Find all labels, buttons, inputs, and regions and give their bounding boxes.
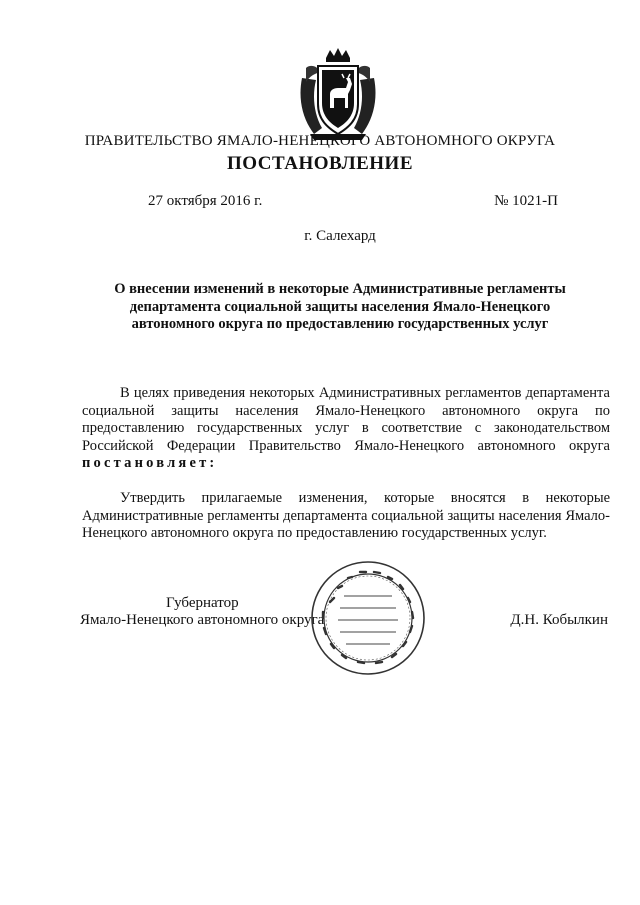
- signatory-title: Губернатор: [166, 595, 239, 611]
- document-subject: О внесении изменений в некоторые Административные регламенты департамента социальной защиты населения Ямало-Ненецкого автономного округа по предоставлению государственных услуг: [114, 281, 566, 332]
- body-paragraph-1: [82, 385, 610, 473]
- body-paragraph-2: Утвердить прилагаемые изменения, которые вносятся в некоторые Административные регламенты департамента социальной защиты населения Ямало-Ненецкого автономного округа по предоставлению государственных услуг.: [82, 490, 610, 541]
- document-number: № 1021-П: [494, 193, 558, 209]
- document-type: ПОСТАНОВЛЕНИЕ: [226, 153, 414, 174]
- document-date: 27 октября 2016 г.: [148, 193, 263, 209]
- paragraph-1-text: В целях приведения некоторых Административных регламентов департамента социальной защиты населения Ямало-Ненецкого автономного округа по предоставлению государственных услуг в соответствие с законодательством Российской Федерации Правительство Ямало-Ненецкого автономного округа: [82, 385, 610, 454]
- official-stamp-icon: [308, 558, 428, 678]
- signatory-name: Д.Н. Кобылкин: [510, 612, 608, 628]
- paragraph-1-emphasis: постановляет:: [82, 455, 218, 471]
- government-name: ПРАВИТЕЛЬСТВО ЯМАЛО-НЕНЕЦКОГО АВТОНОМНОГО ОКРУГА: [84, 133, 556, 149]
- signatory-region: Ямало-Ненецкого автономного округа: [80, 612, 325, 628]
- coat-of-arms-icon: [296, 48, 380, 144]
- document-city: г. Салехард: [304, 228, 376, 244]
